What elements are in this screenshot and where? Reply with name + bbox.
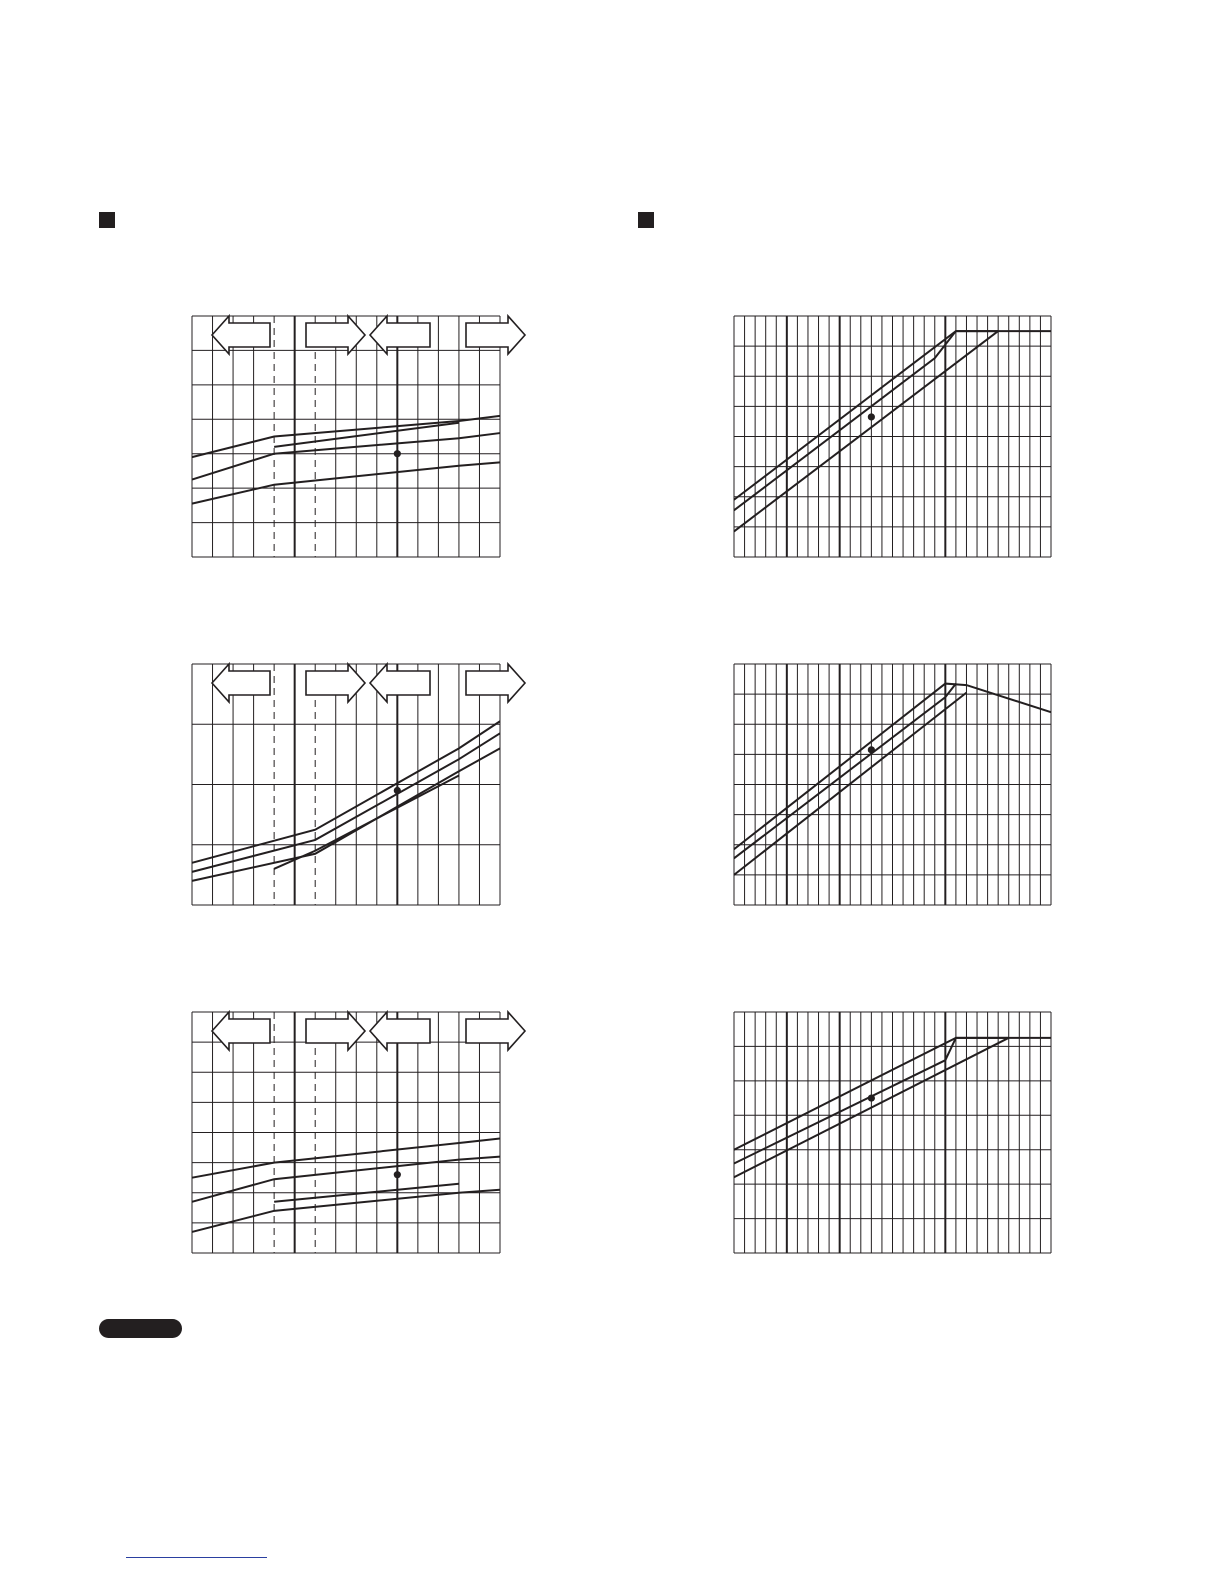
series-segment	[274, 775, 459, 868]
series-line	[192, 1190, 500, 1232]
right-heading-square-icon	[638, 212, 654, 228]
left-arrow-icon	[212, 1012, 270, 1050]
series-line	[192, 748, 500, 881]
series-line	[734, 331, 998, 510]
left-arrow-icon	[370, 316, 430, 354]
left-heading-square-icon	[99, 212, 115, 228]
right-chart-3	[734, 1012, 1051, 1253]
series-line	[734, 684, 956, 859]
footer-link-underline[interactable]	[126, 1557, 267, 1558]
left-arrow-icon	[212, 316, 270, 354]
left-chart-3	[192, 1012, 500, 1253]
right-arrow-icon	[466, 316, 525, 354]
operating-point-marker	[394, 450, 401, 457]
operating-point-marker	[868, 746, 875, 753]
right-arrow-icon	[466, 664, 525, 702]
left-arrow-icon	[212, 664, 270, 702]
left-arrow-icon	[370, 664, 430, 702]
left-chart-2	[192, 664, 500, 905]
operating-point-marker	[394, 787, 401, 794]
operating-point-marker	[868, 413, 875, 420]
operating-point-marker	[868, 1094, 875, 1101]
right-arrow-icon	[466, 1012, 525, 1050]
series-line	[192, 462, 500, 503]
right-chart-2	[734, 664, 1051, 905]
right-chart-1	[734, 316, 1051, 557]
series-line	[734, 331, 998, 531]
series-line	[192, 721, 500, 863]
left-chart-1	[192, 316, 500, 557]
series-line	[192, 433, 500, 479]
operating-point-marker	[394, 1171, 401, 1178]
note-pill-badge	[99, 1319, 182, 1338]
left-arrow-icon	[370, 1012, 430, 1050]
